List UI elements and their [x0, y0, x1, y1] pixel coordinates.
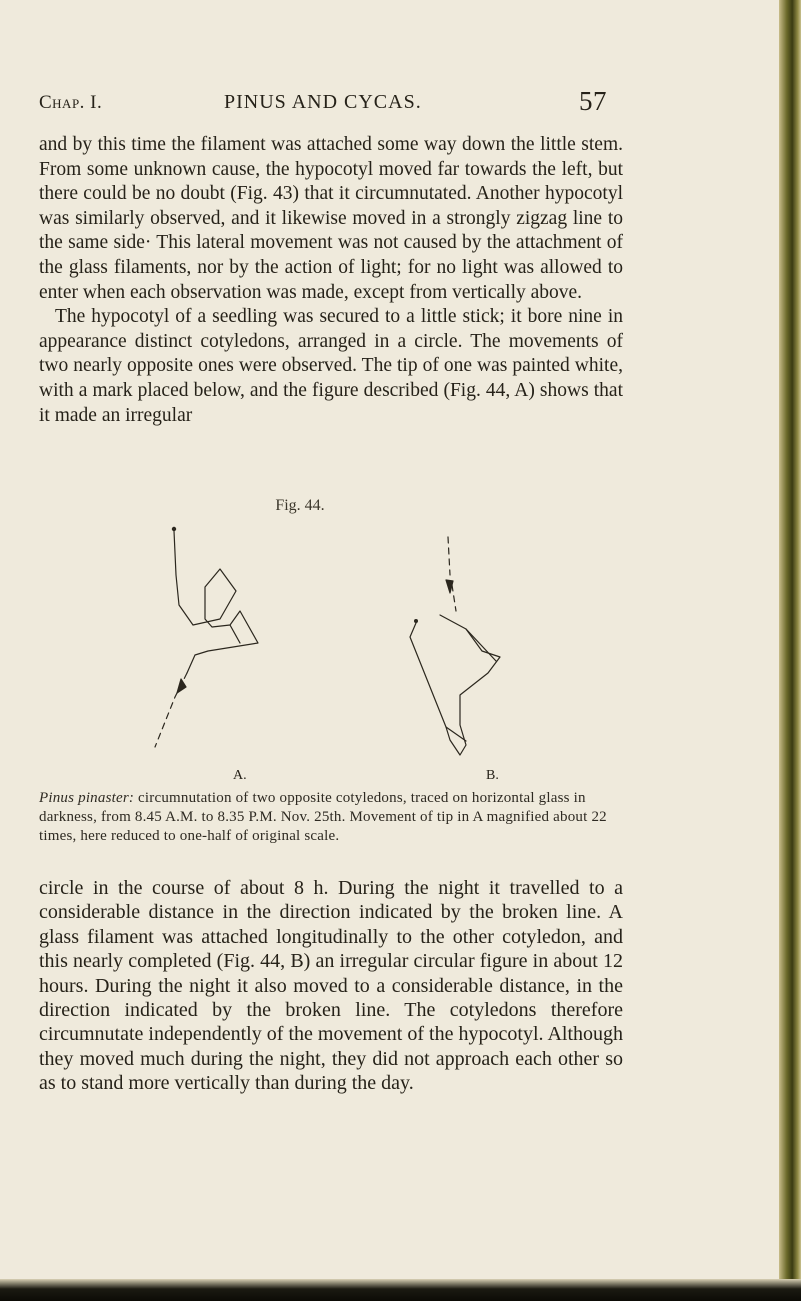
figure-caption	[39, 789, 623, 846]
page-title: PINUS AND CYCAS.	[224, 91, 422, 113]
chapter-label: Chap. I.	[39, 92, 103, 113]
trace-a	[172, 527, 258, 673]
paragraph: and by this time the filament was attached some way down the little stem. From some unknown cause, the hypocotyl moved far towards the left, but there could be no doubt (Fig. 43) that it circumnutated. Another hypocotyl was similarly observed, and it likewise moved in a strongly zigzag line to the same side· This lateral movement was not caused by the attachment of the glass filaments, nor by the action of light; for no light was allowed to enter when each observation was made, except from vertically above.	[39, 134, 623, 303]
book-page-edge	[779, 0, 801, 1301]
figure-label: Fig. 44.	[275, 497, 325, 514]
paragraph: The hypocotyl of a seedling was secured to a little stick; it bore nine in appearance distinct cotyledons, arranged in a circle. The movements of two nearly opposite ones were observed. The tip of one was painted white, with a mark placed below, and the figure described (Fig. 44, A) shows that it made an irregular	[39, 306, 623, 426]
figure-part-b-label: B.	[486, 768, 499, 783]
trace-b	[410, 615, 500, 755]
caption-text: circumnutation of two opposite cotyledons, traced on horizontal glass in darkness, from 8.45 A.M. to 8.35 P.M. Nov. 25th. Movement of tip in A magnified about 22 times, here reduced to one-half of original scale.	[39, 790, 607, 844]
running-head	[39, 88, 607, 118]
night-path-b	[446, 537, 456, 611]
body-text-bottom	[39, 876, 623, 1096]
paragraph: circle in the course of about 8 h. During the night it travelled to a considerable distance in the direction indicated by the broken line. A glass filament was attached longitudinally to the other cotyledon, and this nearly completed (Fig. 44, B) an irregular circular figure in about 12 hours. During the night it also moved to a considerable distance, in the direction indicated by the broken line. The cotyledons therefore circumnutate independently of the movement of the hypocotyl. Although they moved much during the night, they did not approach each other so as to stand more vertically than during the day.	[39, 877, 623, 1095]
caption-species: Pinus pinaster:	[39, 790, 135, 806]
figure-44-drawing	[150, 515, 550, 770]
figure-part-a-label: A.	[233, 768, 247, 783]
night-path-a	[155, 673, 187, 747]
book-bottom-edge	[0, 1279, 801, 1301]
body-text-top	[39, 133, 623, 428]
page-number: 57	[579, 86, 607, 116]
